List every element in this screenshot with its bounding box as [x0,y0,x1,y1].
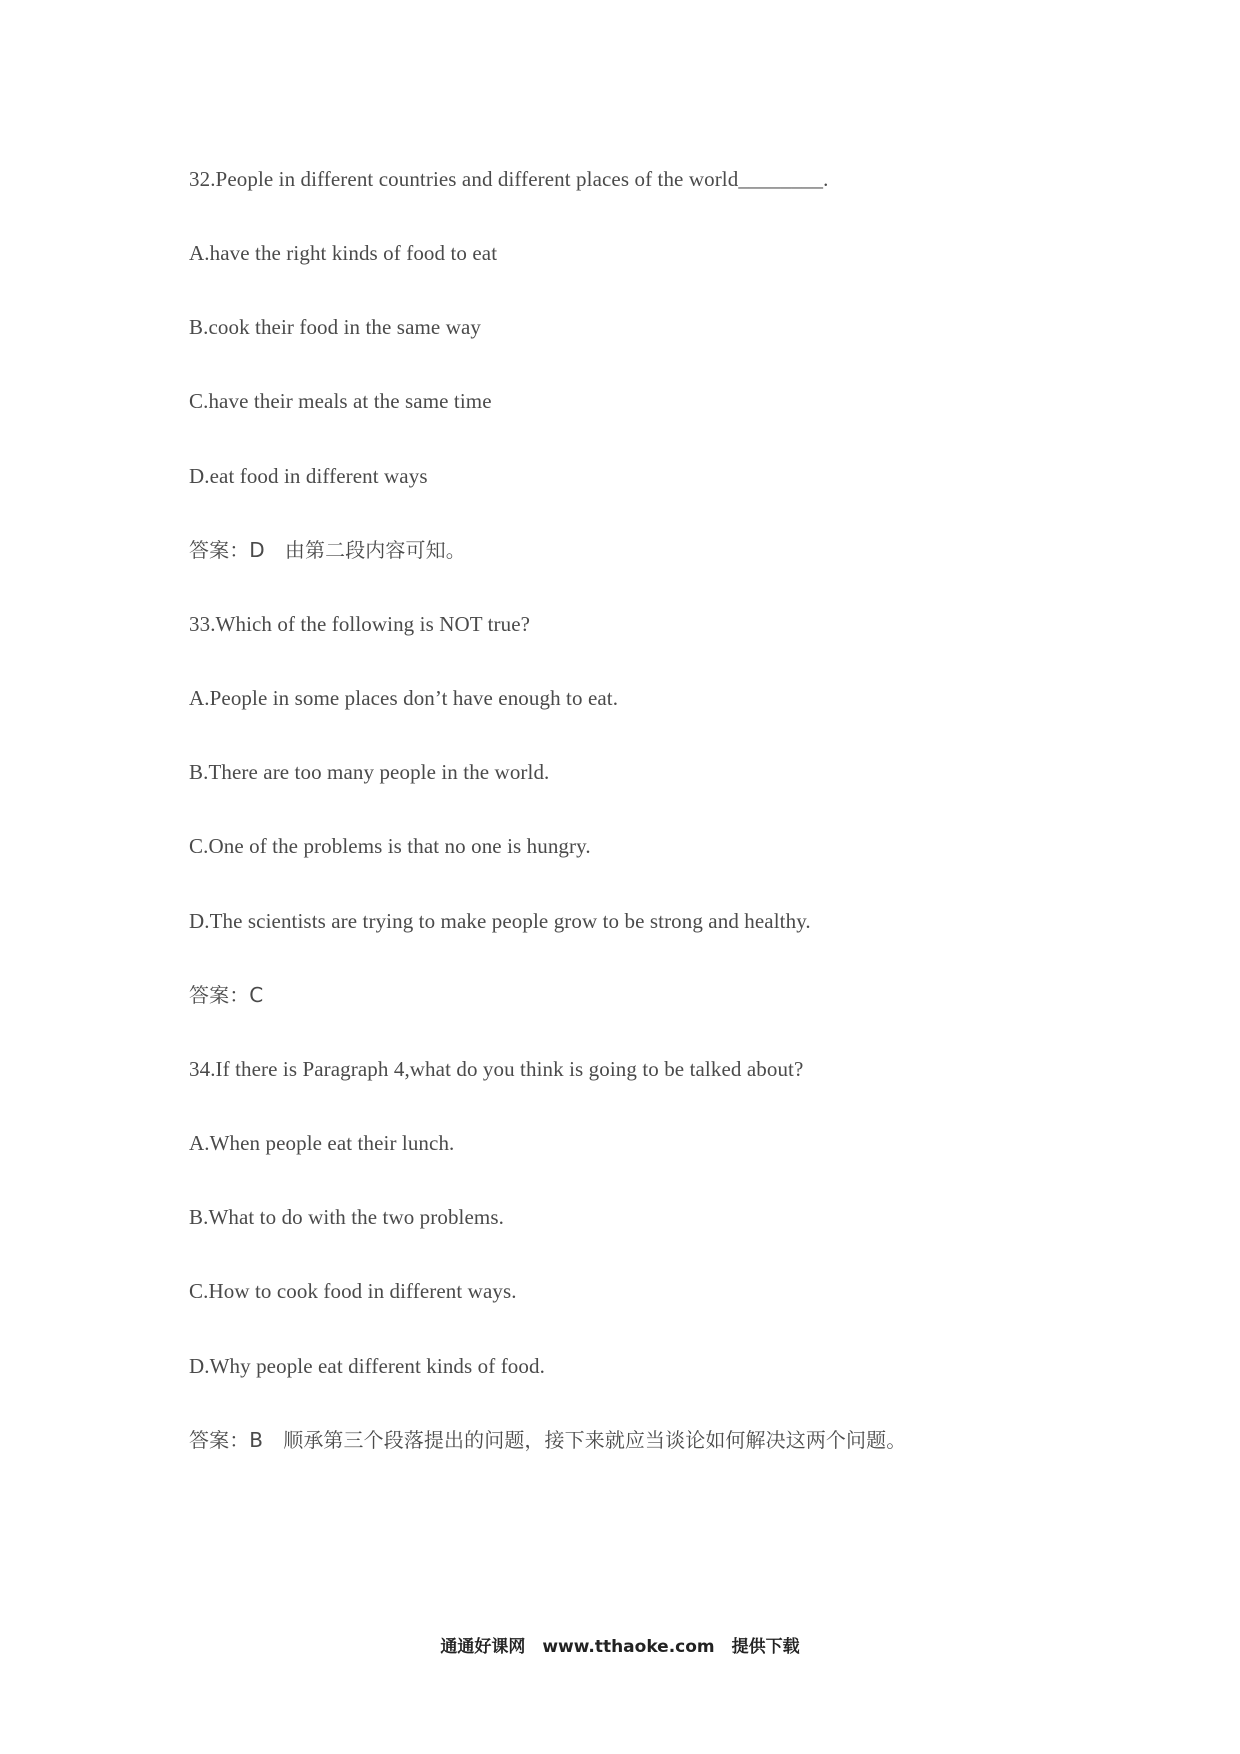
question-33-option-c: C.One of the problems is that no one is hungry. [189,834,591,858]
page-footer: 通通好课网 www.tthaoke.com 提供下载 [440,1637,800,1657]
question-32-option-b: B.cook their food in the same way [189,315,481,339]
question-34-answer: 答案：B 顺承第三个段落提出的问题，接下来就应当谈论如何解决这两个问题。 [189,1428,907,1452]
question-33-answer: 答案：C [189,983,264,1007]
question-32-answer: 答案：D 由第二段内容可知。 [189,538,466,562]
question-33-option-d: D.The scientists are trying to make people grow to be strong and healthy. [189,909,811,933]
question-32-stem: 32.People in different countries and different places of the world________. [189,167,829,191]
question-34-option-d: D.Why people eat different kinds of food. [189,1354,545,1378]
question-32-option-c: C.have their meals at the same time [189,389,492,413]
question-32-option-a: A.have the right kinds of food to eat [189,241,498,265]
question-34-stem: 34.If there is Paragraph 4,what do you think is going to be talked about? [189,1057,804,1081]
question-34-option-a: A.When people eat their lunch. [189,1131,455,1155]
question-34-option-c: C.How to cook food in different ways. [189,1279,517,1303]
question-33-option-b: B.There are too many people in the world. [189,760,550,784]
question-32-option-d: D.eat food in different ways [189,464,428,488]
question-34-option-b: B.What to do with the two problems. [189,1205,504,1229]
question-33-stem: 33.Which of the following is NOT true? [189,612,531,636]
question-33-option-a: A.People in some places don’t have enough to eat. [189,686,619,710]
